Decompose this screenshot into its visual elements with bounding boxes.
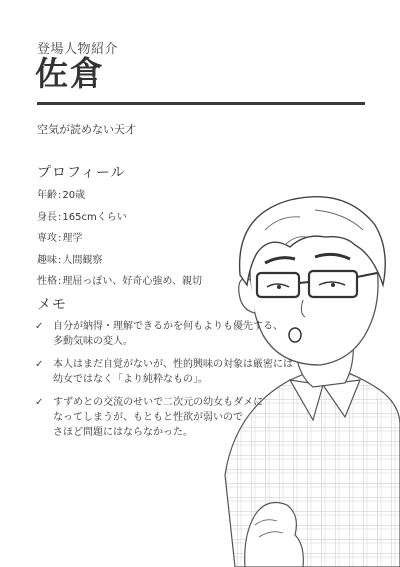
profile-separator: :	[58, 211, 62, 223]
memo-line: 本人はまだ自覚がないが、性的興味の対象は厳密には	[53, 359, 293, 370]
profile-separator: :	[58, 276, 62, 287]
profile-row-height	[37, 208, 202, 230]
profile-key: 性格	[37, 276, 57, 287]
memo-item	[35, 319, 295, 349]
character-tagline: 空気が読めない天才	[37, 123, 136, 136]
check-icon: ✓	[35, 321, 44, 332]
profile-separator: :	[58, 190, 62, 201]
memo-line: 自分が納得・理解できるかを何もよりも優先する、	[53, 321, 283, 332]
profile-row-major	[37, 229, 202, 251]
character-name: 佐倉	[35, 54, 105, 93]
profile-value: 理学	[62, 233, 83, 244]
profile-value: 理屈っぽい、好奇心強め、親切	[62, 276, 202, 287]
profile-row-hobby	[37, 251, 202, 273]
profile-separator: :	[58, 254, 62, 266]
profile-list	[37, 186, 202, 294]
profile-section-title: プロフィール	[37, 165, 126, 181]
profile-value: 20歳	[62, 190, 86, 201]
profile-row-age	[37, 186, 202, 208]
title-divider	[37, 102, 365, 105]
profile-row-personality	[37, 272, 202, 294]
memo-item	[35, 395, 295, 440]
profile-key: 趣味	[37, 254, 57, 266]
profile-value: 人間観察	[62, 254, 103, 266]
memo-line: 幼女ではなく「より純粋なもの」。	[53, 374, 208, 385]
memo-line: すずめとの交流のせいで二次元の幼女もダメに	[53, 397, 264, 408]
memo-item	[35, 357, 295, 387]
profile-value: 165cmくらい	[62, 211, 127, 223]
memo-line: なってしまうが、もともと性欲が弱いので	[53, 412, 243, 423]
page-subtitle: 登場人物紹介	[37, 42, 119, 57]
memo-list	[35, 319, 295, 448]
memo-line: さほど問題にはならなかった。	[53, 427, 193, 438]
profile-key: 身長	[37, 211, 57, 223]
check-icon: ✓	[35, 359, 44, 370]
memo-line: 多動気味の変人。	[53, 336, 133, 347]
check-icon: ✓	[35, 397, 44, 408]
memo-section-title: メモ	[37, 297, 67, 313]
profile-separator: :	[58, 233, 62, 244]
profile-key: 年齢	[37, 190, 57, 201]
profile-key: 専攻	[37, 233, 57, 244]
